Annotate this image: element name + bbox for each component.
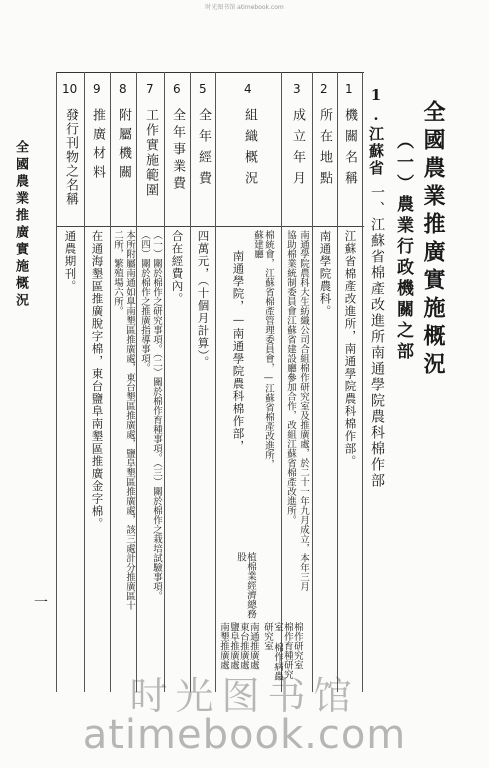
cell-affiliates: 本所附屬南通如臯南墾區推廣處，東台墾區推廣處，鹽阜墾區推廣處，該三處計分推廣區十 (123, 230, 135, 610)
row-number: 10 (62, 82, 78, 96)
table-header-rule (56, 226, 364, 227)
page-title: 全國農業推廣實施概況 (420, 100, 446, 380)
cell-publications: 通農期刊。 (63, 230, 78, 293)
column-divider (215, 72, 216, 692)
cell-organization-e: 棉作研究室 棉作育種研究室 棉作病蟲研究室 (261, 622, 303, 681)
row-header: 機關名稱 (342, 108, 357, 192)
row-header: 工作實施範圍 (143, 108, 158, 198)
cell-affiliates-cont: 二所，繁殖場六所。 (111, 230, 123, 316)
unit-heading: 一、江蘇省棉產改進所南通學院農科棉作部 (369, 185, 385, 489)
row-header: 所在地點 (317, 108, 332, 192)
column-divider (110, 72, 111, 692)
row-header: 推廣材料 (90, 108, 105, 184)
row-number: 1 (345, 82, 353, 96)
column-divider (362, 72, 363, 692)
row-header: 成立年月 (290, 108, 305, 192)
row-number: 2 (320, 82, 328, 96)
column-divider (56, 72, 57, 692)
row-number: 3 (293, 82, 301, 96)
row-number: 5 (199, 82, 207, 96)
cell-materials: 在通海墾區推廣脫字棉，東台鹽阜南墾區推廣金字棉。 (90, 230, 105, 530)
cell-organization-b: 蘇建廳 (251, 230, 263, 259)
table-top-rule (56, 72, 364, 73)
column-divider (84, 72, 85, 692)
cell-organization-f: 南通推廣處 東台推廣處 鹽阜推廣處 南墾推廣處 (217, 622, 259, 670)
cell-founded-cont: 協助棉業統制委員會江蘇省建設廳參加合作，改組江蘇省棉產改進所。 (284, 230, 296, 525)
province-heading: 1.江蘇省 (367, 86, 385, 177)
row-number: 4 (244, 82, 252, 96)
section-subtitle: （一）農業行政機關之部 (393, 132, 413, 363)
header-watermark: 时光图书馆 atimebook.com (205, 4, 284, 11)
row-header: 全年經費 (196, 108, 211, 192)
running-title: 全國農業推廣實施概況 (13, 140, 28, 310)
cell-organization-d: 植棉業經濟總務股 (234, 552, 256, 619)
row-number: 8 (119, 82, 127, 96)
watermark-cn: 时光图书馆 (129, 674, 360, 718)
row-number: 7 (146, 82, 154, 96)
row-header: 組織概況 (242, 108, 257, 192)
column-divider (164, 72, 165, 692)
cell-organization-c: 南通學院，—南通學院農科棉作部， (231, 250, 246, 453)
cell-founded: 南通學院農科大生紡織公司合組棉作研究室及推廣處，於二十一年九月成立，本年三月 (297, 230, 309, 591)
cell-budget: 四萬元，（十個月計算）。 (196, 230, 211, 369)
cell-scope-cont: （四）關於棉作之推廣指導事項。 (138, 230, 150, 373)
page-folio: 一 (34, 595, 48, 611)
row-header: 附屬機關 (116, 108, 131, 184)
column-divider (312, 72, 313, 692)
column-divider (337, 72, 338, 692)
cell-scope: （一）關於棉作之研究事項。（二）關於棉作育種事項。（三）關於棉作之栽培試驗事項。 (150, 230, 162, 601)
cell-agency-name: 江蘇省棉產改進所，南通學院農科棉作部。 (343, 230, 358, 468)
row-header: 發行刊物之名稱 (63, 108, 78, 206)
cell-organization: 棉統會，江蘇省棉產管理委員會，—江蘇省棉產改進所， (262, 230, 274, 469)
cell-location: 南通學院農科。 (318, 230, 333, 318)
row-number: 6 (173, 82, 181, 96)
column-divider (136, 72, 137, 692)
column-divider (190, 72, 191, 692)
watermark-url: atimebook.com (82, 712, 407, 758)
row-header: 全年事業費 (170, 108, 185, 193)
cell-program-fund: 合在經費內。 (170, 230, 185, 305)
column-divider (281, 72, 282, 692)
row-number: 9 (93, 82, 101, 96)
